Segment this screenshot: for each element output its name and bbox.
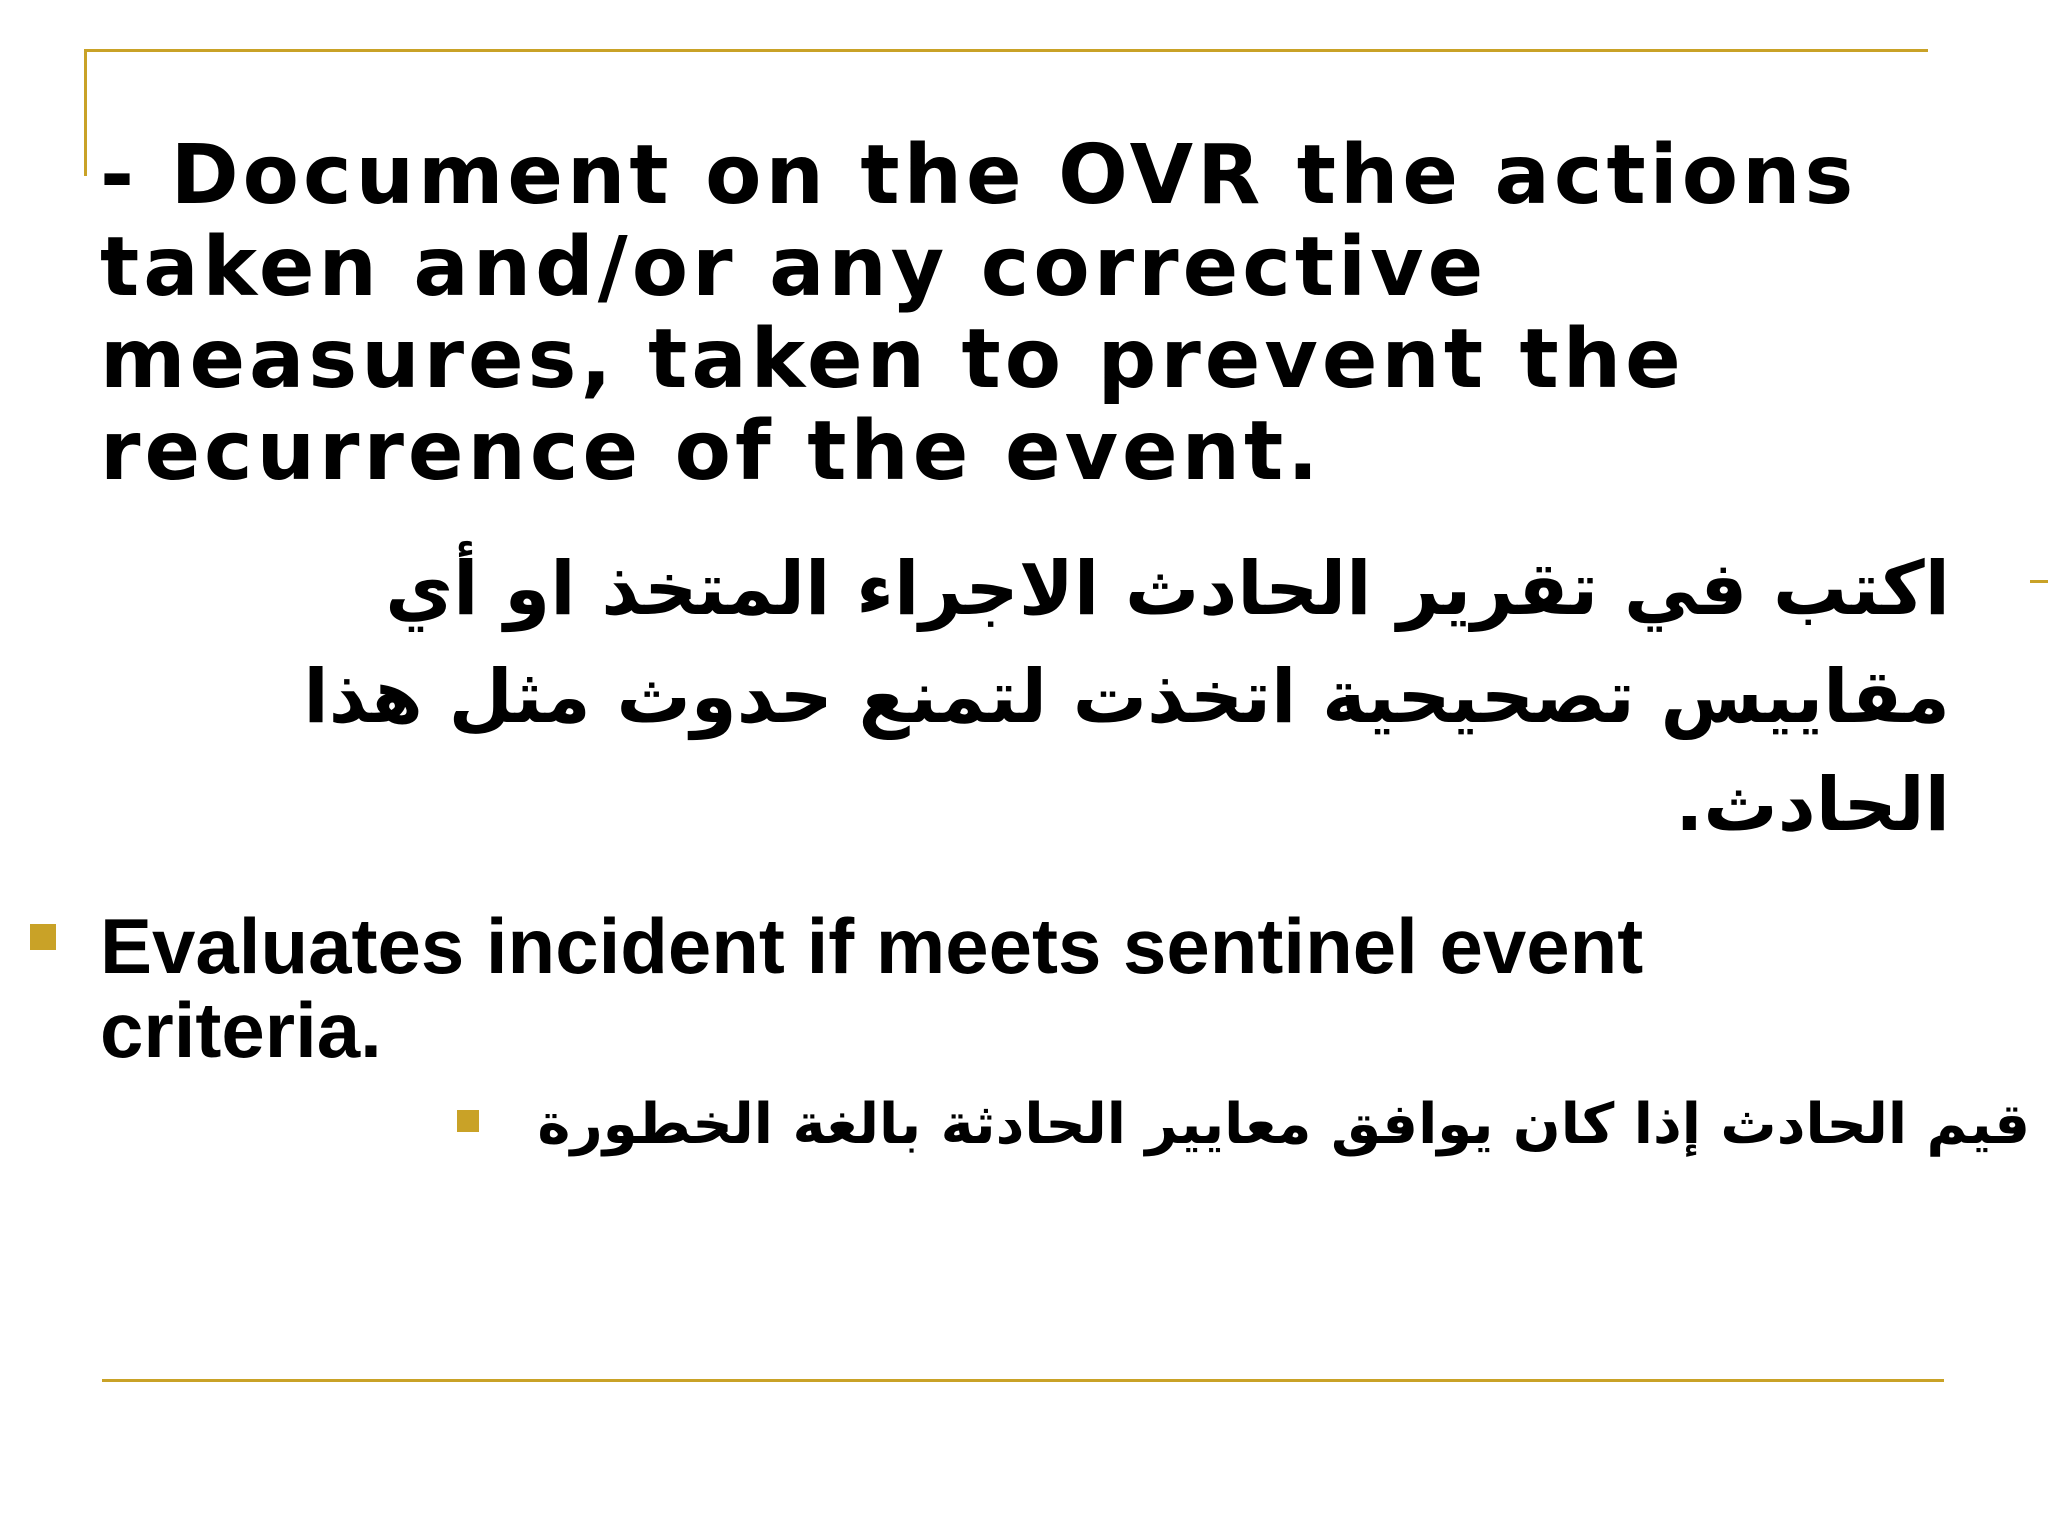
paragraph-english: - Document on the OVR the actions taken and/or any corrective measures, taken to prevent the recurrence of the event. xyxy=(100,128,1858,499)
paragraph-arabic: اكتب في تقرير الحادث الاجراء المتخذ او أي مقاييس تصحيحية اتخذت لتمنع حدوث مثل هذا الحادث. xyxy=(303,546,1950,848)
frame-left-line xyxy=(84,49,87,176)
sub-bullet-square-icon xyxy=(457,1110,479,1132)
sub-bullet-item-arabic: قيم الحادث إذا كان يوافق معايير الحادثة بالغة الخطورة xyxy=(537,1092,2030,1157)
frame-right-tick xyxy=(2030,580,2048,583)
frame-top-line xyxy=(84,49,1928,52)
bullet-item-evaluates: Evaluates incident if meets sentinel event criteria. xyxy=(100,902,1644,1074)
frame-bottom-line xyxy=(102,1379,1944,1382)
bullet-square-icon xyxy=(30,924,56,950)
